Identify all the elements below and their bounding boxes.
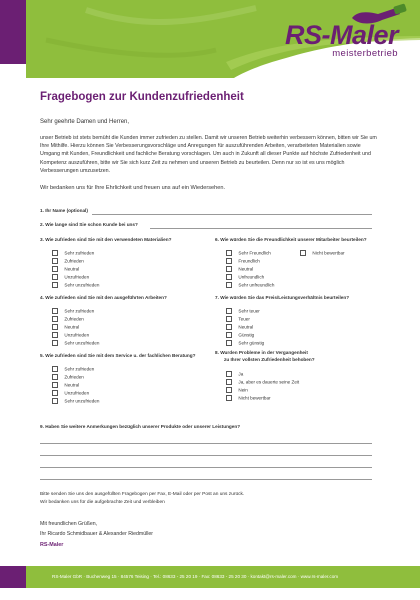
question-5-label: 5. Wie zufrieden sind Sie mit dem Service u. der fachlichen Beratung? bbox=[40, 353, 196, 358]
return-note: Bitte senden Sie uns den ausgefüllten Fragebogen per Fax, E-Mail oder per Post an uns zurück. bbox=[40, 492, 245, 497]
checkbox[interactable] bbox=[226, 371, 232, 377]
question-1-label: 1. Ihr Name (optional) bbox=[40, 208, 88, 213]
page-title: Fragebogen zur Kundenzufriedenheit bbox=[40, 91, 244, 103]
checkbox[interactable] bbox=[226, 308, 232, 314]
q3-option[interactable]: Sehr unzufrieden bbox=[52, 282, 99, 288]
footer-bar bbox=[0, 566, 420, 588]
q7-option[interactable]: Günstig bbox=[226, 332, 254, 338]
checkbox[interactable] bbox=[300, 250, 306, 256]
question-3-label: 3. Wie zufrieden sind Sie mit den verwendeten Materialien? bbox=[40, 237, 172, 242]
checkbox[interactable] bbox=[226, 316, 232, 322]
checkbox[interactable] bbox=[52, 366, 58, 372]
greeting: Sehr geehrte Damen und Herren, bbox=[40, 119, 130, 125]
header bbox=[0, 0, 420, 78]
customer-since-input-line[interactable] bbox=[150, 228, 372, 229]
q5-option[interactable]: Neutral bbox=[52, 382, 79, 388]
question-6-label: 6. Wie würden Sie die Freundlichkeit unserer Mitarbeiter beurteilen? bbox=[215, 237, 367, 242]
q3-option[interactable]: Unzufrieden bbox=[52, 274, 89, 280]
closing-brand: RS-Maler bbox=[40, 542, 64, 548]
checkbox[interactable] bbox=[226, 282, 232, 288]
name-input-line[interactable] bbox=[92, 214, 372, 215]
q6-option[interactable]: Freundlich bbox=[226, 258, 260, 264]
q4-option[interactable]: Sehr zufrieden bbox=[52, 308, 94, 314]
q7-option[interactable]: Sehr teuer bbox=[226, 308, 260, 314]
thanks-note: Wir bedanken uns für die aufgebrachte Zeit und verbleiben bbox=[40, 500, 165, 505]
q8-option[interactable]: Nein bbox=[226, 387, 248, 393]
closing-greeting: Mit freundlichen Grüßen, bbox=[40, 521, 98, 527]
q4-option[interactable]: Unzufrieden bbox=[52, 332, 89, 338]
comment-line[interactable] bbox=[40, 455, 372, 456]
q6-option[interactable]: Neutral bbox=[226, 266, 253, 272]
q4-option[interactable]: Neutral bbox=[52, 324, 79, 330]
footer-purple-accent bbox=[0, 566, 26, 588]
q5-option[interactable]: Zufrieden bbox=[52, 374, 84, 380]
checkbox[interactable] bbox=[52, 274, 58, 280]
logo-subtitle: meisterbetrieb bbox=[332, 48, 398, 59]
signatories: Ihr Ricardo Schmidbauer & Alexander Riedmüller bbox=[40, 531, 154, 537]
checkbox[interactable] bbox=[52, 332, 58, 338]
q4-option[interactable]: Sehr unzufrieden bbox=[52, 340, 99, 346]
checkbox[interactable] bbox=[52, 382, 58, 388]
question-9-label: 9. Haben Sie weitere Anmerkungen bezüglich unserer Produkte oder unserer Leistungen? bbox=[40, 424, 241, 429]
checkbox[interactable] bbox=[226, 332, 232, 338]
checkbox[interactable] bbox=[52, 374, 58, 380]
question-8-label-line1: 8. Wurden Probleme in der Vergangenheit bbox=[215, 350, 308, 355]
checkbox[interactable] bbox=[52, 266, 58, 272]
checkbox[interactable] bbox=[226, 324, 232, 330]
checkbox[interactable] bbox=[52, 282, 58, 288]
q7-option[interactable]: Neutral bbox=[226, 324, 253, 330]
company-logo bbox=[285, 22, 398, 59]
logo-name: RS-Maler bbox=[284, 20, 398, 50]
question-4-label: 4. Wie zufrieden sind Sie mit den ausgeführten Arbeiten? bbox=[40, 295, 167, 300]
q5-option[interactable]: Sehr unzufrieden bbox=[52, 398, 99, 404]
q6-option[interactable]: Sehr unfreundlich bbox=[226, 282, 274, 288]
q7-option[interactable]: Sehr günstig bbox=[226, 340, 264, 346]
q5-option[interactable]: Sehr zufrieden bbox=[52, 366, 94, 372]
q5-option[interactable]: Unzufrieden bbox=[52, 390, 89, 396]
checkbox[interactable] bbox=[52, 390, 58, 396]
checkbox[interactable] bbox=[52, 250, 58, 256]
question-2-label: 2. Wie lange sind Sie schon Kunde bei uns? bbox=[40, 222, 138, 227]
question-7-label: 7. Wie würden Sie das Preis/Leistungsverhältnis beurteilen? bbox=[215, 295, 350, 300]
checkbox[interactable] bbox=[52, 340, 58, 346]
question-8-label-line2: zu Ihrer vollsten Zufriedenheit behoben? bbox=[224, 357, 315, 362]
q3-option[interactable]: Sehr zufrieden bbox=[52, 250, 94, 256]
checkbox[interactable] bbox=[226, 379, 232, 385]
thanks-line: Wir bedanken uns für Ihre Ehrlichkeit und freuen uns auf ein Wiedersehen. bbox=[40, 185, 226, 191]
q6-option-not-ratable[interactable]: Nicht bewertbar bbox=[300, 250, 345, 256]
checkbox[interactable] bbox=[52, 316, 58, 322]
q7-option[interactable]: Teuer bbox=[226, 316, 250, 322]
checkbox[interactable] bbox=[226, 274, 232, 280]
q6-option[interactable]: Unfreundlich bbox=[226, 274, 264, 280]
footer-contact: RS-Maler GbR · Buchenweg 15 · 84576 Teising · Tel.: 08633 - 25 20 19 · Fax: 08633 - 25 20 30 · kontakt@rs-maler.com · www.rs-maler.com bbox=[52, 574, 339, 579]
checkbox[interactable] bbox=[226, 266, 232, 272]
checkbox[interactable] bbox=[52, 258, 58, 264]
q8-option[interactable]: Ja bbox=[226, 371, 243, 377]
checkbox[interactable] bbox=[226, 250, 232, 256]
comment-line[interactable] bbox=[40, 479, 372, 480]
intro-paragraph: unser Betrieb ist stets bemüht die Kunden immer zufrieden zu stellen. Damit wir unseren Betrieb weiterhin verbessern können, bitten wir Sie um Ihre Mithilfe. Hierzu können Sie Verbesserungsvorschläge und Anregungen für auszuführenden Arbeiten, verarbeiteten Materialien sowie Umgang mit Kunden, Freundlichkeit und fachliche Beratung vorschlagen. Um auch in Zukunft all dieser Punkte auf höchste Zufriedenheit und Kompetenz auszuführen, bitte wir Sie sich kurz Zeit zu nehmen und unseren Betrieb zu beurteilen. Denn nur so ist es uns möglich Verbesserungen umzusetzen. bbox=[40, 135, 377, 174]
checkbox[interactable] bbox=[52, 324, 58, 330]
purple-accent-bar bbox=[0, 0, 26, 64]
checkbox[interactable] bbox=[52, 398, 58, 404]
q3-option[interactable]: Zufrieden bbox=[52, 258, 84, 264]
q8-option[interactable]: Nicht bewertbar bbox=[226, 395, 271, 401]
checkbox[interactable] bbox=[52, 308, 58, 314]
checkbox[interactable] bbox=[226, 395, 232, 401]
checkbox[interactable] bbox=[226, 258, 232, 264]
q6-option[interactable]: Sehr Freundlich bbox=[226, 250, 271, 256]
comment-line[interactable] bbox=[40, 467, 372, 468]
comment-line[interactable] bbox=[40, 443, 372, 444]
q4-option[interactable]: Zufrieden bbox=[52, 316, 84, 322]
q3-option[interactable]: Neutral bbox=[52, 266, 79, 272]
checkbox[interactable] bbox=[226, 387, 232, 393]
checkbox[interactable] bbox=[226, 340, 232, 346]
q8-option[interactable]: Ja, aber es dauerte seine Zeit bbox=[226, 379, 299, 385]
